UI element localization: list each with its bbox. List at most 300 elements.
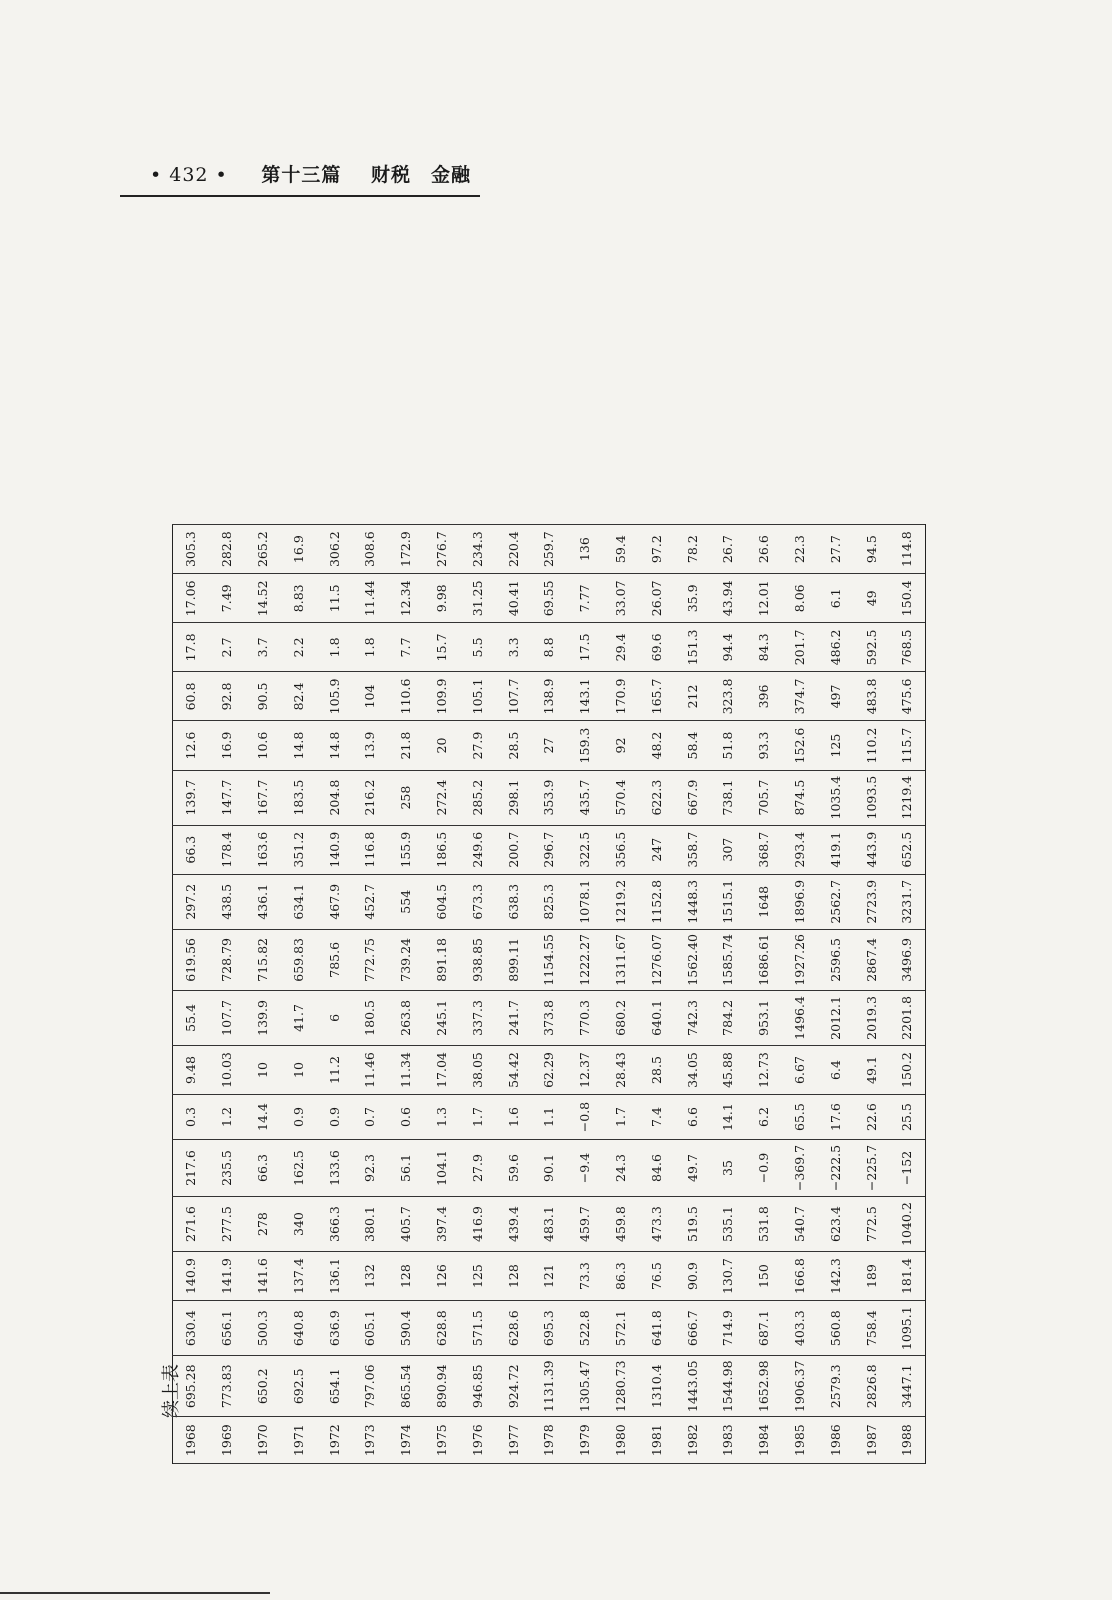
table-cell: 172.9 bbox=[388, 525, 424, 574]
table-cell: 1496.4 bbox=[782, 990, 818, 1045]
table-cell: 2.2 bbox=[280, 623, 316, 672]
table-cell: 14.4 bbox=[245, 1095, 281, 1140]
table-cell: 220.4 bbox=[495, 525, 531, 574]
table-cell: 271.6 bbox=[173, 1197, 209, 1252]
table-cell: 51.8 bbox=[710, 721, 746, 770]
table-cell: 1652.98 bbox=[746, 1356, 782, 1417]
table-cell: 436.1 bbox=[245, 874, 281, 929]
table-row bbox=[710, 525, 746, 1464]
table-cell: 590.4 bbox=[388, 1301, 424, 1356]
table-cell: 55.4 bbox=[173, 990, 209, 1045]
table-cell: 924.72 bbox=[495, 1356, 531, 1417]
table-cell: 107.7 bbox=[495, 672, 531, 721]
table-cell: 48.2 bbox=[638, 721, 674, 770]
table-cell: 282.8 bbox=[209, 525, 245, 574]
table-cell: 56.1 bbox=[388, 1140, 424, 1197]
table-cell: 358.7 bbox=[674, 825, 710, 874]
table-cell: 0.9 bbox=[280, 1095, 316, 1140]
table-cell: 245.1 bbox=[424, 990, 460, 1045]
table-cell: 656.1 bbox=[209, 1301, 245, 1356]
header-rule bbox=[120, 195, 480, 197]
table-cell: 143.1 bbox=[567, 672, 603, 721]
table-cell: 6 bbox=[316, 990, 352, 1045]
table-cell: 628.8 bbox=[424, 1301, 460, 1356]
table-cell: 166.8 bbox=[782, 1252, 818, 1301]
year-cell: 1975 bbox=[424, 1417, 460, 1464]
table-cell: 890.94 bbox=[424, 1356, 460, 1417]
table-cell: 15.7 bbox=[424, 623, 460, 672]
table-cell: 58.4 bbox=[674, 721, 710, 770]
table-cell: 14.8 bbox=[280, 721, 316, 770]
table-cell: 705.7 bbox=[746, 770, 782, 825]
table-cell: 452.7 bbox=[352, 874, 388, 929]
table-cell: 105.9 bbox=[316, 672, 352, 721]
table-cell: 263.8 bbox=[388, 990, 424, 1045]
table-cell: 16.9 bbox=[280, 525, 316, 574]
table-cell: 396 bbox=[746, 672, 782, 721]
table-cell: 259.7 bbox=[531, 525, 567, 574]
table-cell: 12.73 bbox=[746, 1045, 782, 1094]
year-cell: 1980 bbox=[603, 1417, 639, 1464]
table-row bbox=[459, 525, 495, 1464]
table-cell: 640.8 bbox=[280, 1301, 316, 1356]
table-cell: 8.8 bbox=[531, 623, 567, 672]
table-cell: 216.2 bbox=[352, 770, 388, 825]
table-cell: 150.4 bbox=[889, 574, 925, 623]
table-cell: 3496.9 bbox=[889, 929, 925, 990]
table-cell: 938.85 bbox=[459, 929, 495, 990]
table-cell: 94.5 bbox=[853, 525, 889, 574]
table-cell: 535.1 bbox=[710, 1197, 746, 1252]
section-label: 第十三篇 bbox=[261, 164, 342, 186]
year-cell: 1981 bbox=[638, 1417, 674, 1464]
page-number: • 432 • bbox=[150, 164, 228, 186]
table-cell: 2867.4 bbox=[853, 929, 889, 990]
table-cell: 142.3 bbox=[817, 1252, 853, 1301]
table-cell: 0.3 bbox=[173, 1095, 209, 1140]
table-cell: 17.04 bbox=[424, 1045, 460, 1094]
table-cell: 652.5 bbox=[889, 825, 925, 874]
table-cell: 86.3 bbox=[603, 1252, 639, 1301]
table-cell: 373.8 bbox=[531, 990, 567, 1045]
table-cell: 150.2 bbox=[889, 1045, 925, 1094]
table-cell: 3231.7 bbox=[889, 874, 925, 929]
table-cell: 416.9 bbox=[459, 1197, 495, 1252]
table-cell: 604.5 bbox=[424, 874, 460, 929]
table-cell: 35 bbox=[710, 1140, 746, 1197]
table-cell: 28.43 bbox=[603, 1045, 639, 1094]
table-cell: 94.4 bbox=[710, 623, 746, 672]
table-cell: 1648 bbox=[746, 874, 782, 929]
year-cell: 1973 bbox=[352, 1417, 388, 1464]
table-cell: 1219.2 bbox=[603, 874, 639, 929]
table-cell: 768.5 bbox=[889, 623, 925, 672]
table-cell: 33.07 bbox=[603, 574, 639, 623]
table-cell: 11.34 bbox=[388, 1045, 424, 1094]
table-cell: 9.98 bbox=[424, 574, 460, 623]
table-cell: 1311.67 bbox=[603, 929, 639, 990]
table-cell: 241.7 bbox=[495, 990, 531, 1045]
table-cell: 27 bbox=[531, 721, 567, 770]
table-cell: 38.05 bbox=[459, 1045, 495, 1094]
year-cell: 1982 bbox=[674, 1417, 710, 1464]
table-cell: 204.8 bbox=[316, 770, 352, 825]
table-cell: 200.7 bbox=[495, 825, 531, 874]
table-cell: 571.5 bbox=[459, 1301, 495, 1356]
table-cell: 49 bbox=[853, 574, 889, 623]
table-cell: 45.88 bbox=[710, 1045, 746, 1094]
table-cell: 340 bbox=[280, 1197, 316, 1252]
table-cell: 6.6 bbox=[674, 1095, 710, 1140]
table-cell: 26.07 bbox=[638, 574, 674, 623]
table-cell: 78.2 bbox=[674, 525, 710, 574]
table-cell: 687.1 bbox=[746, 1301, 782, 1356]
table-cell: 110.6 bbox=[388, 672, 424, 721]
table-cell: 141.6 bbox=[245, 1252, 281, 1301]
table-cell: 1305.47 bbox=[567, 1356, 603, 1417]
table-cell: 90.5 bbox=[245, 672, 281, 721]
table-cell: 278 bbox=[245, 1197, 281, 1252]
table-cell: 654.1 bbox=[316, 1356, 352, 1417]
table-row bbox=[173, 525, 209, 1464]
table-cell: 84.3 bbox=[746, 623, 782, 672]
table-cell: 891.18 bbox=[424, 929, 460, 990]
table-cell: 3.7 bbox=[245, 623, 281, 672]
table-cell: 2579.3 bbox=[817, 1356, 853, 1417]
table-cell: 7.4 bbox=[638, 1095, 674, 1140]
table-cell: 1276.07 bbox=[638, 929, 674, 990]
table-cell: 13.9 bbox=[352, 721, 388, 770]
table-cell: 619.56 bbox=[173, 929, 209, 990]
table-row bbox=[245, 525, 281, 1464]
table-cell: 104 bbox=[352, 672, 388, 721]
table-cell: 110.2 bbox=[853, 721, 889, 770]
table-cell: 623.4 bbox=[817, 1197, 853, 1252]
table-cell: 374.7 bbox=[782, 672, 818, 721]
table-cell: −222.5 bbox=[817, 1140, 853, 1197]
table-cell: 92 bbox=[603, 721, 639, 770]
table-cell: 183.5 bbox=[280, 770, 316, 825]
table-cell: 20 bbox=[424, 721, 460, 770]
table-row bbox=[495, 525, 531, 1464]
table-cell: 186.5 bbox=[424, 825, 460, 874]
table-cell: −225.7 bbox=[853, 1140, 889, 1197]
table-cell: 136 bbox=[567, 525, 603, 574]
table-cell: 1.1 bbox=[531, 1095, 567, 1140]
table-row bbox=[388, 525, 424, 1464]
table-cell: 438.5 bbox=[209, 874, 245, 929]
table-cell: 27.7 bbox=[817, 525, 853, 574]
table-cell: 308.6 bbox=[352, 525, 388, 574]
table-cell: 258 bbox=[388, 770, 424, 825]
table-cell: 69.55 bbox=[531, 574, 567, 623]
table-cell: 165.7 bbox=[638, 672, 674, 721]
table-cell: 1.6 bbox=[495, 1095, 531, 1140]
table-cell: 54.42 bbox=[495, 1045, 531, 1094]
table-cell: 277.5 bbox=[209, 1197, 245, 1252]
table-row bbox=[603, 525, 639, 1464]
table-cell: 1035.4 bbox=[817, 770, 853, 825]
table-cell: 65.5 bbox=[782, 1095, 818, 1140]
table-cell: 640.1 bbox=[638, 990, 674, 1045]
table-cell: 235.5 bbox=[209, 1140, 245, 1197]
table-cell: 5.5 bbox=[459, 623, 495, 672]
table-cell: 10.6 bbox=[245, 721, 281, 770]
table-cell: 874.5 bbox=[782, 770, 818, 825]
table-cell: 26.7 bbox=[710, 525, 746, 574]
table-cell: 93.3 bbox=[746, 721, 782, 770]
table-cell: 638.3 bbox=[495, 874, 531, 929]
table-cell: 73.3 bbox=[567, 1252, 603, 1301]
table-cell: 249.6 bbox=[459, 825, 495, 874]
bottom-rule bbox=[0, 1592, 270, 1594]
table-cell: 159.3 bbox=[567, 721, 603, 770]
table-cell: 27.9 bbox=[459, 721, 495, 770]
table-cell: 298.1 bbox=[495, 770, 531, 825]
table-cell: 659.83 bbox=[280, 929, 316, 990]
table-cell: 82.4 bbox=[280, 672, 316, 721]
table-cell: 26.6 bbox=[746, 525, 782, 574]
table-cell: 630.4 bbox=[173, 1301, 209, 1356]
table-cell: 1585.74 bbox=[710, 929, 746, 990]
table-cell: 1078.1 bbox=[567, 874, 603, 929]
table-cell: 459.7 bbox=[567, 1197, 603, 1252]
table-cell: 21.8 bbox=[388, 721, 424, 770]
table-cell: 25.5 bbox=[889, 1095, 925, 1140]
table-cell: 1443.05 bbox=[674, 1356, 710, 1417]
table-cell: 2201.8 bbox=[889, 990, 925, 1045]
section-title: 财税 金融 bbox=[371, 164, 472, 186]
table-cell: 234.3 bbox=[459, 525, 495, 574]
table-cell: 8.06 bbox=[782, 574, 818, 623]
table-cell: 307 bbox=[710, 825, 746, 874]
table-cell: 3447.1 bbox=[889, 1356, 925, 1417]
table-cell: 6.1 bbox=[817, 574, 853, 623]
table-cell: 17.5 bbox=[567, 623, 603, 672]
table-cell: 865.54 bbox=[388, 1356, 424, 1417]
table-cell: 22.3 bbox=[782, 525, 818, 574]
table-cell: 125 bbox=[459, 1252, 495, 1301]
table-cell: 605.1 bbox=[352, 1301, 388, 1356]
table-cell: 265.2 bbox=[245, 525, 281, 574]
table-cell: 66.3 bbox=[245, 1140, 281, 1197]
table-cell: 2562.7 bbox=[817, 874, 853, 929]
table-cell: 151.3 bbox=[674, 623, 710, 672]
table-cell: 785.6 bbox=[316, 929, 352, 990]
table-row bbox=[531, 525, 567, 1464]
table-cell: 323.8 bbox=[710, 672, 746, 721]
table-cell: 139.7 bbox=[173, 770, 209, 825]
table-row bbox=[889, 525, 925, 1464]
table-cell: 337.3 bbox=[459, 990, 495, 1045]
table-cell: 90.1 bbox=[531, 1140, 567, 1197]
table-cell: 43.94 bbox=[710, 574, 746, 623]
table-cell: 0.6 bbox=[388, 1095, 424, 1140]
table-cell: 459.8 bbox=[603, 1197, 639, 1252]
table-cell: 738.1 bbox=[710, 770, 746, 825]
table-cell: 3.3 bbox=[495, 623, 531, 672]
table-cell: −0.8 bbox=[567, 1095, 603, 1140]
table-cell: 500.3 bbox=[245, 1301, 281, 1356]
table-row bbox=[209, 525, 245, 1464]
year-cell: 1977 bbox=[495, 1417, 531, 1464]
table-cell: 1.7 bbox=[459, 1095, 495, 1140]
table-row bbox=[817, 525, 853, 1464]
table-cell: 483.1 bbox=[531, 1197, 567, 1252]
rotated-table-wrapper bbox=[172, 524, 926, 1464]
table-cell: 695.28 bbox=[173, 1356, 209, 1417]
year-cell: 1969 bbox=[209, 1417, 245, 1464]
table-cell: 692.5 bbox=[280, 1356, 316, 1417]
year-cell: 1983 bbox=[710, 1417, 746, 1464]
table-cell: 189 bbox=[853, 1252, 889, 1301]
table-cell: 773.83 bbox=[209, 1356, 245, 1417]
table-cell: 69.6 bbox=[638, 623, 674, 672]
table-cell: 167.7 bbox=[245, 770, 281, 825]
table-cell: 10 bbox=[280, 1045, 316, 1094]
table-cell: 162.5 bbox=[280, 1140, 316, 1197]
table-row bbox=[280, 525, 316, 1464]
table-cell: 1686.61 bbox=[746, 929, 782, 990]
table-cell: 140.9 bbox=[173, 1252, 209, 1301]
table-cell: 296.7 bbox=[531, 825, 567, 874]
table-cell: 467.9 bbox=[316, 874, 352, 929]
table-cell: 772.5 bbox=[853, 1197, 889, 1252]
year-cell: 1970 bbox=[245, 1417, 281, 1464]
table-cell: 90.9 bbox=[674, 1252, 710, 1301]
table-cell: 178.4 bbox=[209, 825, 245, 874]
table-cell: 953.1 bbox=[746, 990, 782, 1045]
table-cell: 1040.2 bbox=[889, 1197, 925, 1252]
year-cell: 1972 bbox=[316, 1417, 352, 1464]
table-cell: 622.3 bbox=[638, 770, 674, 825]
table-cell: 9.48 bbox=[173, 1045, 209, 1094]
table-cell: 114.8 bbox=[889, 525, 925, 574]
table-cell: 1093.5 bbox=[853, 770, 889, 825]
table-cell: 125 bbox=[817, 721, 853, 770]
table-cell: 115.7 bbox=[889, 721, 925, 770]
table-cell: 1.8 bbox=[316, 623, 352, 672]
table-cell: 272.4 bbox=[424, 770, 460, 825]
table-cell: 121 bbox=[531, 1252, 567, 1301]
table-cell: 1515.1 bbox=[710, 874, 746, 929]
year-cell: 1984 bbox=[746, 1417, 782, 1464]
table-cell: 695.3 bbox=[531, 1301, 567, 1356]
year-cell: 1985 bbox=[782, 1417, 818, 1464]
table-cell: 201.7 bbox=[782, 623, 818, 672]
table-cell: 435.7 bbox=[567, 770, 603, 825]
table-cell: 130.7 bbox=[710, 1252, 746, 1301]
table-cell: 1544.98 bbox=[710, 1356, 746, 1417]
table-cell: 155.9 bbox=[388, 825, 424, 874]
year-cell: 1988 bbox=[889, 1417, 925, 1464]
continuation-label: 续上表 bbox=[161, 1364, 182, 1418]
table-cell: 1.3 bbox=[424, 1095, 460, 1140]
table-cell: 497 bbox=[817, 672, 853, 721]
year-cell: 1968 bbox=[173, 1417, 209, 1464]
table-cell: 1927.26 bbox=[782, 929, 818, 990]
table-cell: 1095.1 bbox=[889, 1301, 925, 1356]
table-cell: 728.79 bbox=[209, 929, 245, 990]
table-cell: −0.9 bbox=[746, 1140, 782, 1197]
table-cell: 14.8 bbox=[316, 721, 352, 770]
table-cell: 105.1 bbox=[459, 672, 495, 721]
table-cell: 2723.9 bbox=[853, 874, 889, 929]
table-cell: 0.9 bbox=[316, 1095, 352, 1140]
table-cell: 150 bbox=[746, 1252, 782, 1301]
table-cell: 0.7 bbox=[352, 1095, 388, 1140]
table-cell: 104.1 bbox=[424, 1140, 460, 1197]
table-cell: 570.4 bbox=[603, 770, 639, 825]
table-cell: 715.82 bbox=[245, 929, 281, 990]
table-cell: 7.49 bbox=[209, 574, 245, 623]
table-cell: 17.8 bbox=[173, 623, 209, 672]
table-cell: 784.2 bbox=[710, 990, 746, 1045]
table-cell: 1222.27 bbox=[567, 929, 603, 990]
table-cell: 17.06 bbox=[173, 574, 209, 623]
table-cell: 139.9 bbox=[245, 990, 281, 1045]
table-cell: 666.7 bbox=[674, 1301, 710, 1356]
table-cell: 739.24 bbox=[388, 929, 424, 990]
table-row bbox=[567, 525, 603, 1464]
year-cell: 1978 bbox=[531, 1417, 567, 1464]
table-cell: 41.7 bbox=[280, 990, 316, 1045]
table-cell: 899.11 bbox=[495, 929, 531, 990]
table-cell: 667.9 bbox=[674, 770, 710, 825]
table-cell: 29.4 bbox=[603, 623, 639, 672]
table-cell: 12.34 bbox=[388, 574, 424, 623]
table-cell: 180.5 bbox=[352, 990, 388, 1045]
table-cell: 322.5 bbox=[567, 825, 603, 874]
table-cell: 443.9 bbox=[853, 825, 889, 874]
table-cell: 7.7 bbox=[388, 623, 424, 672]
table-cell: 636.9 bbox=[316, 1301, 352, 1356]
table-cell: 531.8 bbox=[746, 1197, 782, 1252]
year-cell: 1976 bbox=[459, 1417, 495, 1464]
table-cell: 22.6 bbox=[853, 1095, 889, 1140]
table-cell: 634.1 bbox=[280, 874, 316, 929]
table-cell: 14.52 bbox=[245, 574, 281, 623]
table-cell: 12.37 bbox=[567, 1045, 603, 1094]
table-cell: 8.83 bbox=[280, 574, 316, 623]
table-cell: 297.2 bbox=[173, 874, 209, 929]
table-cell: 12.01 bbox=[746, 574, 782, 623]
table-cell: 152.6 bbox=[782, 721, 818, 770]
table-cell: 138.9 bbox=[531, 672, 567, 721]
table-cell: 351.2 bbox=[280, 825, 316, 874]
table-cell: 1.8 bbox=[352, 623, 388, 672]
table-cell: 66.3 bbox=[173, 825, 209, 874]
table-cell: 6.67 bbox=[782, 1045, 818, 1094]
table-cell: 305.3 bbox=[173, 525, 209, 574]
table-cell: 475.6 bbox=[889, 672, 925, 721]
table-cell: 17.6 bbox=[817, 1095, 853, 1140]
table-row bbox=[746, 525, 782, 1464]
table-cell: 486.2 bbox=[817, 623, 853, 672]
table-cell: 247 bbox=[638, 825, 674, 874]
table-cell: 92.8 bbox=[209, 672, 245, 721]
table-cell: 714.9 bbox=[710, 1301, 746, 1356]
table-cell: 1152.8 bbox=[638, 874, 674, 929]
table-cell: 1896.9 bbox=[782, 874, 818, 929]
table-cell: 368.7 bbox=[746, 825, 782, 874]
table-cell: 49.1 bbox=[853, 1045, 889, 1094]
table-cell: 10 bbox=[245, 1045, 281, 1094]
table-cell: 650.2 bbox=[245, 1356, 281, 1417]
table-cell: 92.3 bbox=[352, 1140, 388, 1197]
table-cell: 1131.39 bbox=[531, 1356, 567, 1417]
table-cell: 128 bbox=[495, 1252, 531, 1301]
